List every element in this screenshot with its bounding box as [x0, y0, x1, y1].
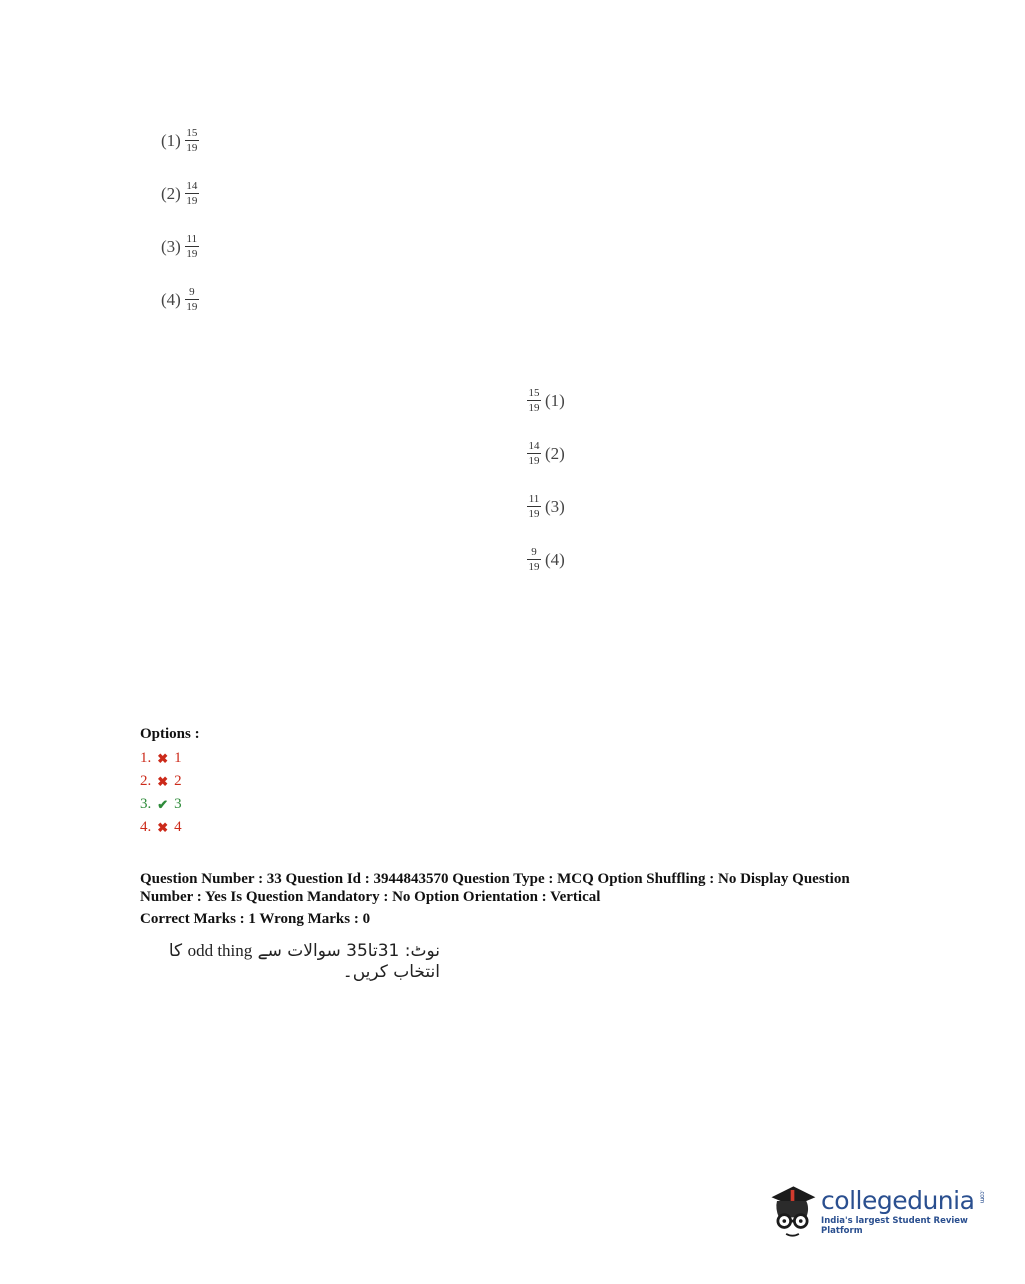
urdu-option-2 — [523, 427, 565, 480]
fraction — [185, 127, 199, 154]
question-meta — [140, 870, 900, 928]
urdu-option-1 — [523, 374, 565, 427]
option-label: (1) — [161, 130, 181, 150]
answer-index: 4. — [140, 819, 152, 835]
option-label: (2) — [161, 183, 181, 203]
note-prefix: نوٹ: — [404, 941, 440, 961]
denominator: 19 — [528, 402, 540, 414]
urdu-option-3 — [523, 480, 565, 533]
denominator: 19 — [528, 508, 540, 520]
note-english: odd thing — [187, 941, 253, 960]
answer-option-4 — [140, 816, 200, 839]
numerator: 9 — [531, 546, 537, 558]
answer-index: 1. — [140, 750, 152, 766]
denominator: 19 — [528, 455, 540, 467]
cross-icon: ✖ — [157, 819, 169, 835]
denominator: 19 — [528, 561, 540, 573]
graduate-mascot-icon — [766, 1178, 819, 1244]
numerator: 14 — [186, 180, 198, 192]
option-label: (4) — [161, 289, 181, 309]
answer-option-1 — [140, 747, 200, 770]
fraction-bar — [185, 299, 199, 300]
answer-index: 2. — [140, 773, 152, 789]
logo-text — [821, 1186, 996, 1236]
urdu-option-4 — [523, 533, 565, 586]
denominator: 19 — [186, 195, 198, 207]
answer-option-2 — [140, 770, 200, 793]
cross-icon: ✖ — [157, 773, 169, 789]
cross-icon: ✖ — [157, 750, 169, 766]
english-options-list — [161, 114, 203, 326]
check-icon: ✔ — [157, 796, 169, 812]
fraction-bar — [527, 400, 541, 401]
logo-com: .com — [978, 1190, 986, 1203]
answer-index: 3. — [140, 796, 152, 812]
fraction — [185, 180, 199, 207]
options-heading: Options : — [140, 726, 200, 742]
urdu-options-list — [523, 374, 565, 586]
fraction-bar — [527, 506, 541, 507]
answer-value: 1 — [174, 750, 182, 766]
question-meta-line-2: Number : Yes Is Question Mandatory : No Option Orientation : Vertical — [140, 889, 601, 905]
english-option-2 — [161, 167, 203, 220]
fraction-bar — [527, 559, 541, 560]
english-option-4 — [161, 273, 203, 326]
option-label: (3) — [161, 236, 181, 256]
denominator: 19 — [186, 248, 198, 260]
numerator: 15 — [528, 387, 540, 399]
fraction — [185, 233, 199, 260]
numerator: 14 — [528, 440, 540, 452]
english-option-1 — [161, 114, 203, 167]
answer-value: 3 — [174, 796, 182, 812]
option-label: (3) — [545, 496, 565, 516]
fraction-bar — [527, 453, 541, 454]
urdu-instruction-note — [150, 940, 440, 982]
denominator: 19 — [186, 142, 198, 154]
answer-value: 4 — [174, 819, 182, 835]
note-middle: سوالات سے — [257, 941, 341, 961]
english-option-3 — [161, 220, 203, 273]
answer-value: 2 — [174, 773, 182, 789]
answer-options — [140, 726, 200, 839]
numerator: 9 — [189, 286, 195, 298]
fraction — [527, 493, 541, 520]
note-range: 31تا35 — [346, 941, 400, 961]
fraction — [527, 546, 541, 573]
option-label: (4) — [545, 549, 565, 569]
question-meta-line-1: Question Number : 33 Question Id : 3944843570 Question Type : MCQ Option Shuffling : No Display Question — [140, 871, 850, 887]
numerator: 15 — [186, 127, 198, 139]
fraction — [185, 286, 199, 313]
fraction-bar — [185, 140, 199, 141]
fraction — [527, 387, 541, 414]
question-marks: Correct Marks : 1 Wrong Marks : 0 — [140, 911, 371, 927]
note-suffix: کا انتخاب کریں۔ — [168, 941, 440, 982]
logo-name-text: collegedunia — [821, 1186, 975, 1215]
fraction — [527, 440, 541, 467]
numerator: 11 — [528, 493, 540, 505]
answer-option-3 — [140, 793, 200, 816]
fraction-bar — [185, 246, 199, 247]
logo-wordmark — [821, 1186, 986, 1215]
numerator: 11 — [186, 233, 198, 245]
option-label: (1) — [545, 390, 565, 410]
denominator: 19 — [186, 301, 198, 313]
logo-tagline: India's largest Student Review Platform — [821, 1216, 968, 1236]
collegedunia-logo — [766, 1178, 996, 1244]
fraction-bar — [185, 193, 199, 194]
option-label: (2) — [545, 443, 565, 463]
